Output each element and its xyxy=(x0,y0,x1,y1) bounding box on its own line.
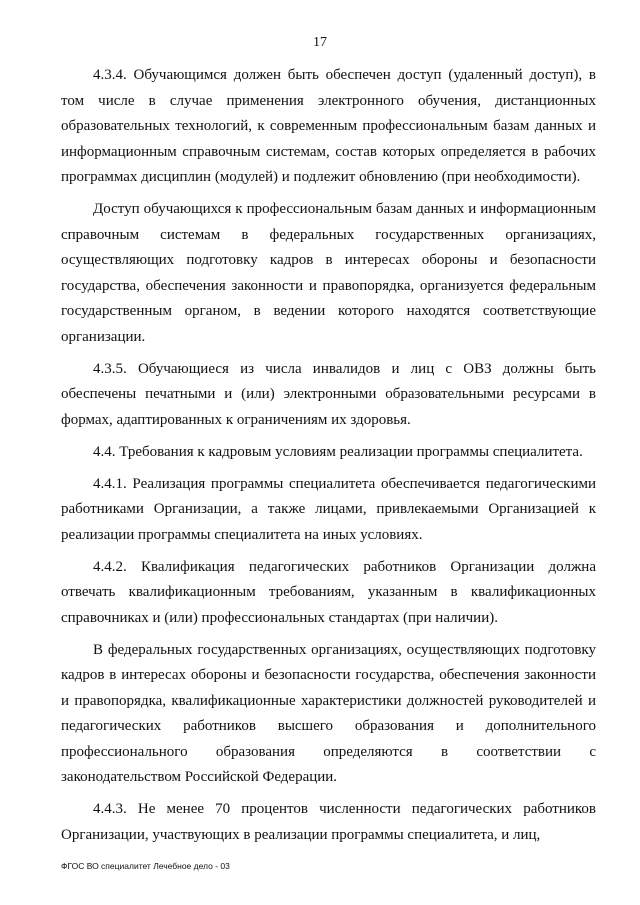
document-body xyxy=(61,63,596,855)
paragraph-4-3-5: 4.3.5. Обучающиеся из числа инвалидов и лиц с ОВЗ должны быть обеспечены печатными и (или) электронными образовательными ресурсами в формах, адаптированных к ограничениям их здоровья. xyxy=(61,360,596,428)
paragraph-federal-qualifications: В федеральных государственных организациях, осуществляющих подготовку кадров в интересах обороны и безопасности государства, обеспечения законности и правопорядка, квалификационные характеристики должностей руководителей и педагогических работников высшего образования и дополнительного профессионального образования определяются в соответствии с законодательством Российской Федерации. xyxy=(61,641,596,785)
document-footer: ФГОС ВО специалитет Лечебное дело - 03 xyxy=(61,861,230,871)
paragraph-4-4-1: 4.4.1. Реализация программы специалитета обеспечивается педагогическими работниками Организации, а также лицами, привлекаемыми Организацией к реализации программы специалитета на иных условиях. xyxy=(61,475,596,543)
paragraph-4-4-3: 4.4.3. Не менее 70 процентов численности педагогических работников Организации, участвующих в реализации программы специалитета, и лиц, xyxy=(61,801,596,843)
paragraph-4-4-2: 4.4.2. Квалификация педагогических работников Организации должна отвечать квалификационным требованиям, указанным в квалификационных справочниках и (или) профессиональных стандартах (при наличии). xyxy=(61,558,596,626)
paragraph-4-3-4: 4.3.4. Обучающимся должен быть обеспечен доступ (удаленный доступ), в том числе в случае применения электронного обучения, дистанционных образовательных технологий, к современным профессиональным базам данных и информационным справочным системам, состав которых определяется в рабочих программах дисциплин (модулей) и подлежит обновлению (при необходимости). xyxy=(61,67,596,185)
paragraph-access-federal: Доступ обучающихся к профессиональным базам данных и информационным справочным системам в федеральных государственных организациях, осуществляющих подготовку кадров в интересах обороны и безопасности государства, обеспечения законности и правопорядка, организуется федеральным государственным органом, в ведении которого находятся соответствующие организации. xyxy=(61,201,596,345)
page-number: 17 xyxy=(313,35,327,50)
paragraph-4-4: 4.4. Требования к кадровым условиям реализации программы специалитета. xyxy=(93,443,583,460)
